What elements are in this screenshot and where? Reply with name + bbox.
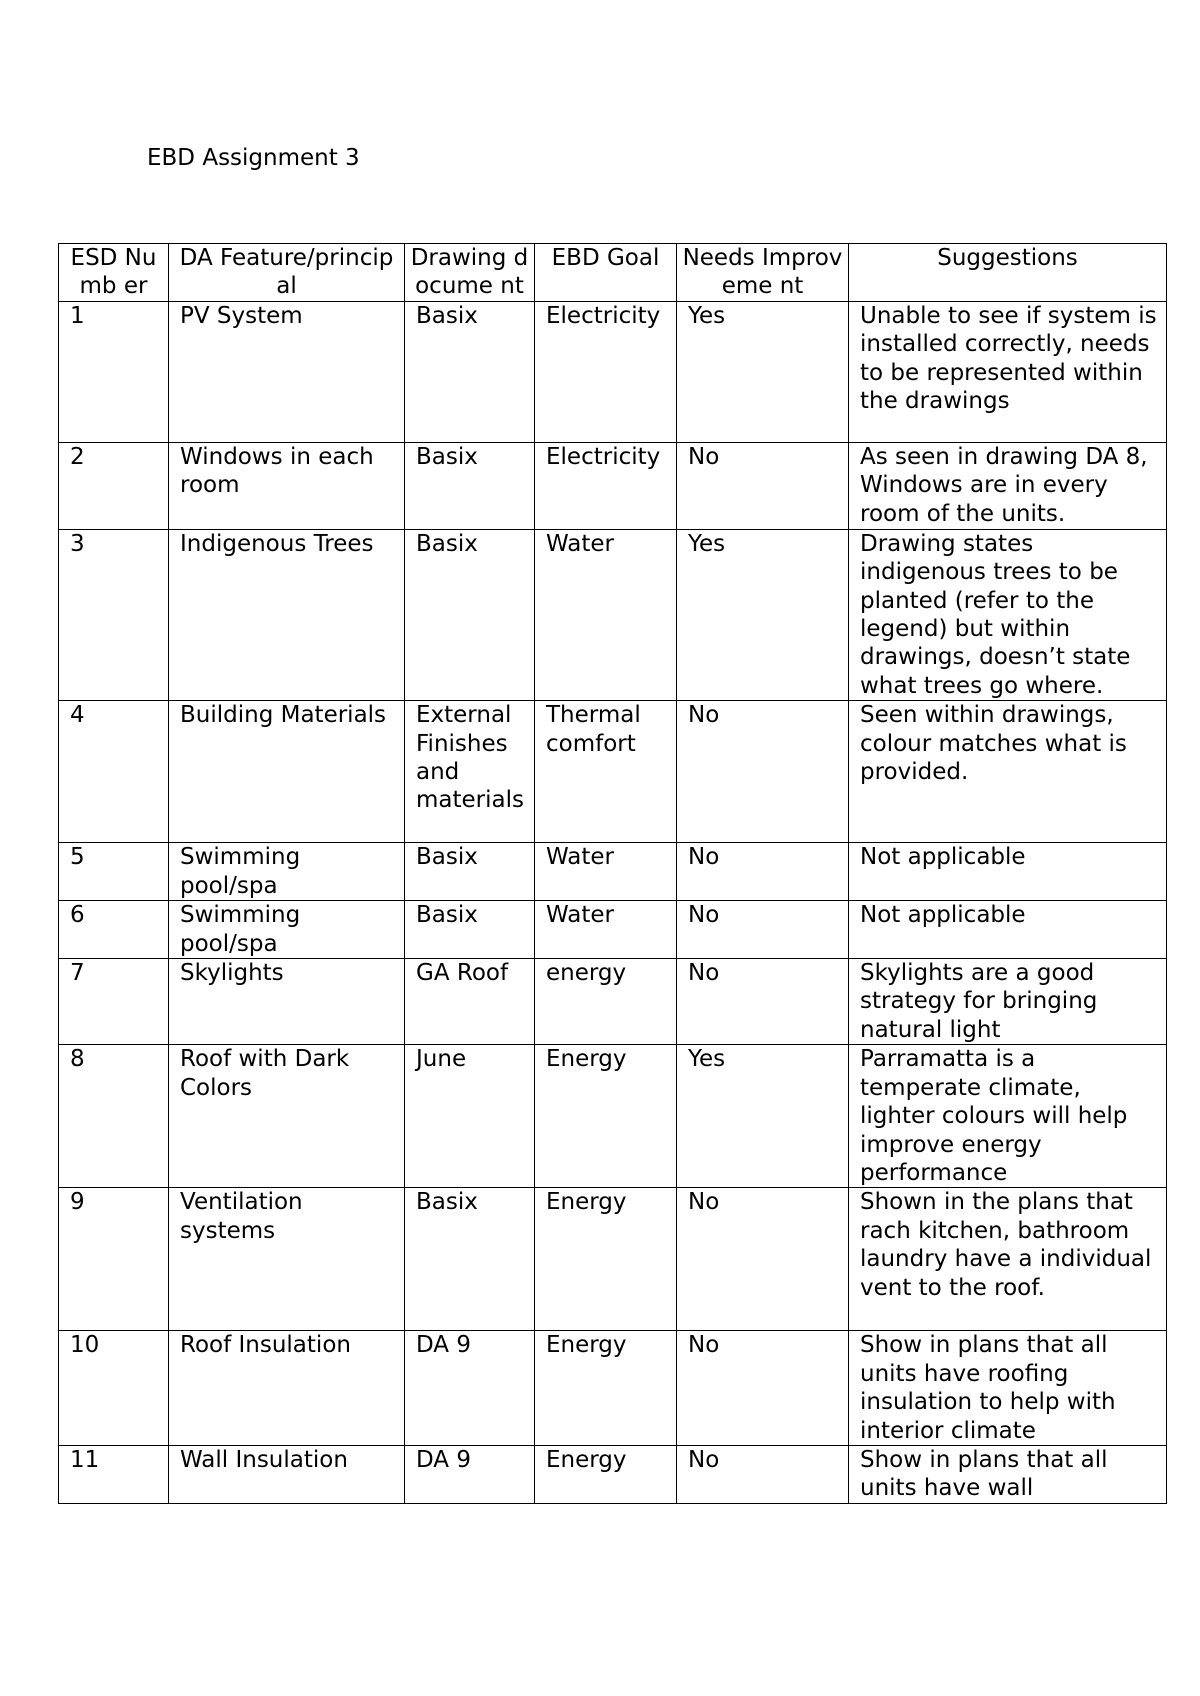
cell-ebd-goal: Energy: [535, 1045, 677, 1188]
cell-ebd-goal: Water: [535, 529, 677, 700]
cell-suggestions: Skylights are a good strategy for bringing natural light: [849, 959, 1167, 1045]
cell-suggestions: Show in plans that all units have roofing insulation to help with interior climate: [849, 1331, 1167, 1446]
cell-needs-improvement: No: [677, 1331, 849, 1446]
table-header: [59, 244, 1167, 302]
cell-ebd-goal: Water: [535, 843, 677, 901]
cell-drawing-document: GA Roof: [405, 959, 535, 1045]
cell-esd-number: 6: [59, 901, 169, 959]
header-suggestions: Suggestions: [849, 244, 1167, 302]
cell-da-feature: Swimming pool/spa: [169, 901, 405, 959]
cell-drawing-document: June: [405, 1045, 535, 1188]
cell-da-feature: Wall Insulation: [169, 1445, 405, 1503]
cell-needs-improvement: Yes: [677, 529, 849, 700]
cell-suggestions: Not applicable: [849, 843, 1167, 901]
cell-esd-number: 9: [59, 1188, 169, 1331]
cell-da-feature: Ventilation systems: [169, 1188, 405, 1331]
cell-esd-number: 8: [59, 1045, 169, 1188]
cell-suggestions: Seen within drawings, colour matches what is provided.: [849, 701, 1167, 843]
cell-drawing-document: Basix: [405, 301, 535, 442]
table-body: [59, 301, 1167, 1503]
cell-needs-improvement: No: [677, 901, 849, 959]
header-needs-improvement: Needs Improveme nt: [677, 244, 849, 302]
cell-suggestions: Unable to see if system is installed correctly, needs to be represented within the drawings: [849, 301, 1167, 442]
cell-drawing-document: Basix: [405, 901, 535, 959]
cell-needs-improvement: No: [677, 843, 849, 901]
header-da-feature: DA Feature/principal: [169, 244, 405, 302]
cell-drawing-document: DA 9: [405, 1445, 535, 1503]
cell-da-feature: Indigenous Trees: [169, 529, 405, 700]
cell-drawing-document: Basix: [405, 1188, 535, 1331]
esd-table: [58, 243, 1167, 1504]
cell-suggestions: Shown in the plans that rach kitchen, bathroom laundry have a individual vent to the roof.: [849, 1188, 1167, 1331]
cell-needs-improvement: No: [677, 442, 849, 529]
cell-esd-number: 2: [59, 442, 169, 529]
table-row: [59, 1331, 1167, 1446]
cell-needs-improvement: No: [677, 1445, 849, 1503]
cell-esd-number: 10: [59, 1331, 169, 1446]
cell-needs-improvement: Yes: [677, 301, 849, 442]
table-row: [59, 301, 1167, 442]
cell-needs-improvement: No: [677, 701, 849, 843]
cell-suggestions: Drawing states indigenous trees to be planted (refer to the legend) but within drawings, doesn’t state what trees go where.: [849, 529, 1167, 700]
cell-da-feature: Windows in each room: [169, 442, 405, 529]
table-row: [59, 843, 1167, 901]
cell-ebd-goal: Electricity: [535, 301, 677, 442]
cell-da-feature: Roof Insulation: [169, 1331, 405, 1446]
cell-esd-number: 4: [59, 701, 169, 843]
table-row: [59, 901, 1167, 959]
cell-needs-improvement: No: [677, 1188, 849, 1331]
header-esd-number: ESD Numb er: [59, 244, 169, 302]
cell-ebd-goal: Electricity: [535, 442, 677, 529]
cell-drawing-document: Basix: [405, 442, 535, 529]
table-row: [59, 442, 1167, 529]
table-row: [59, 1188, 1167, 1331]
cell-ebd-goal: Water: [535, 901, 677, 959]
table-row: [59, 701, 1167, 843]
cell-drawing-document: Basix: [405, 529, 535, 700]
cell-drawing-document: Basix: [405, 843, 535, 901]
cell-drawing-document: External Finishes and materials: [405, 701, 535, 843]
cell-ebd-goal: Energy: [535, 1188, 677, 1331]
cell-esd-number: 3: [59, 529, 169, 700]
cell-da-feature: Building Materials: [169, 701, 405, 843]
cell-drawing-document: DA 9: [405, 1331, 535, 1446]
header-row: [59, 244, 1167, 302]
document-title: EBD Assignment 3: [147, 145, 360, 171]
cell-ebd-goal: Energy: [535, 1445, 677, 1503]
cell-da-feature: Roof with Dark Colors: [169, 1045, 405, 1188]
cell-da-feature: Skylights: [169, 959, 405, 1045]
cell-esd-number: 7: [59, 959, 169, 1045]
cell-da-feature: Swimming pool/spa: [169, 843, 405, 901]
cell-suggestions: As seen in drawing DA 8, Windows are in every room of the units.: [849, 442, 1167, 529]
table-row: [59, 1045, 1167, 1188]
cell-needs-improvement: No: [677, 959, 849, 1045]
cell-ebd-goal: energy: [535, 959, 677, 1045]
cell-needs-improvement: Yes: [677, 1045, 849, 1188]
cell-suggestions: Not applicable: [849, 901, 1167, 959]
header-drawing-document: Drawing docume nt: [405, 244, 535, 302]
cell-suggestions: Parramatta is a temperate climate, lighter colours will help improve energy performance: [849, 1045, 1167, 1188]
cell-esd-number: 11: [59, 1445, 169, 1503]
table-row: [59, 529, 1167, 700]
cell-esd-number: 1: [59, 301, 169, 442]
cell-esd-number: 5: [59, 843, 169, 901]
table-row: [59, 1445, 1167, 1503]
cell-ebd-goal: Thermal comfort: [535, 701, 677, 843]
cell-suggestions: Show in plans that all units have wall: [849, 1445, 1167, 1503]
header-ebd-goal: EBD Goal: [535, 244, 677, 302]
cell-da-feature: PV System: [169, 301, 405, 442]
cell-ebd-goal: Energy: [535, 1331, 677, 1446]
table-row: [59, 959, 1167, 1045]
